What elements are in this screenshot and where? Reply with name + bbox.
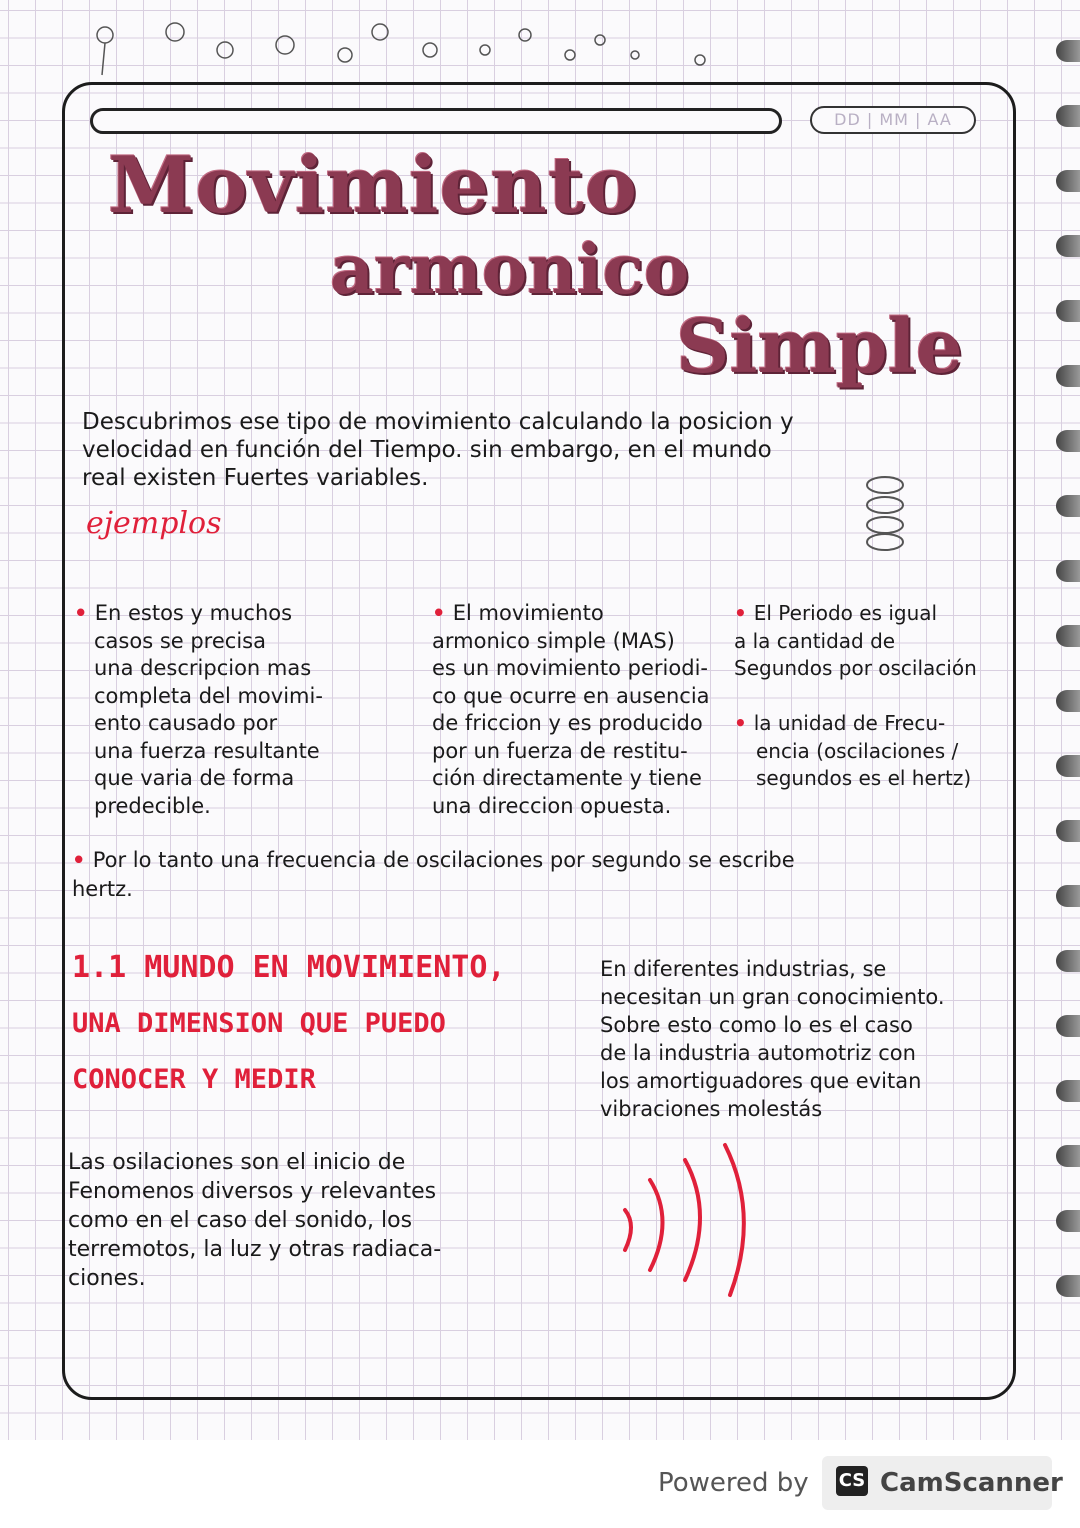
text-line: • El Periodo es igual <box>734 601 938 625</box>
text-line: Fenomenos diversos y relevantes <box>68 1179 437 1204</box>
text-line: Descubrimos ese tipo de movimiento calculando la posicion y <box>82 409 794 435</box>
text-line: velocidad en función del Tiempo. sin embargo, en el mundo <box>82 437 772 463</box>
bullet-icon: • <box>432 601 453 625</box>
text-line: predecible. <box>94 793 211 818</box>
text-line: casos se precisa <box>94 628 266 653</box>
text-line: completa del movimi- <box>94 683 323 708</box>
text-line: una descripcion mas <box>94 656 312 680</box>
section-heading-line-1: 1.1 MUNDO EN MOVIMIENTO, <box>72 950 506 985</box>
section-heading-line-3: CONOCER Y MEDIR <box>72 1064 316 1095</box>
text-line: • El movimiento <box>432 601 604 625</box>
example-column-2 <box>432 600 710 820</box>
bullet-icon: • <box>72 848 93 872</box>
date-field: DD | MM | AA <box>810 106 976 134</box>
text-line: de friccion y es producido <box>432 711 703 735</box>
example-column-3 <box>734 600 977 793</box>
text-line: Sobre esto como lo es el caso <box>600 1013 913 1037</box>
text-line: es un movimiento periodi- <box>432 656 708 680</box>
text-line: • Por lo tanto una frecuencia de oscilaciones por segundo se escribe <box>72 848 795 872</box>
industries-paragraph <box>600 955 945 1123</box>
title-line-1: Movimiento <box>108 140 638 231</box>
text-line: co que ocurre en ausencia <box>432 683 710 708</box>
text-line: por un fuerza de restitu- <box>432 738 688 763</box>
flower-doodles-icon <box>80 10 720 80</box>
text-line: necesitan un gran conocimiento. <box>600 985 945 1009</box>
text-line: que varia de forma <box>94 766 295 790</box>
wave-brackets-icon <box>615 1140 775 1300</box>
text-line: vibraciones molestás <box>600 1097 823 1121</box>
text-line: • la unidad de Frecu- <box>734 711 946 735</box>
text-line: encia (oscilaciones / <box>756 738 959 763</box>
camscanner-logo-icon: CS <box>836 1466 868 1496</box>
text-line: ento causado por <box>94 711 278 735</box>
text-line: segundos es el hertz) <box>756 766 972 790</box>
bullet-icon: • <box>734 711 754 735</box>
text-line: como en el caso del sonido, los <box>68 1208 413 1233</box>
examples-heading: ejemplos <box>86 506 222 541</box>
text-line: los amortiguadores que evitan <box>600 1069 922 1093</box>
section-heading-line-2: UNA DIMENSION QUE PUEDO <box>72 1008 446 1039</box>
camscanner-name: CamScanner <box>880 1468 1063 1498</box>
text-line: terremotos, la luz y otras radiaca- <box>68 1237 442 1262</box>
spiral-binding <box>1050 30 1080 1390</box>
text-line: una direccion opuesta. <box>432 793 672 818</box>
spring-doodle-icon <box>860 470 910 560</box>
text-line: En diferentes industrias, se <box>600 957 887 981</box>
text-line <box>734 683 977 711</box>
title-line-3: Simple <box>676 304 963 390</box>
title-field <box>90 108 782 134</box>
text-line: armonico simple (MAS) <box>432 628 675 653</box>
title-line-2: armonico <box>330 230 690 310</box>
text-line: Las osilaciones son el inicio de <box>68 1150 406 1175</box>
bullet-icon: • <box>74 601 95 625</box>
oscillations-paragraph <box>68 1148 441 1293</box>
conclusion-paragraph <box>72 846 795 904</box>
text-line: a la cantidad de <box>734 628 896 653</box>
text-line: ciones. <box>68 1266 146 1291</box>
bullet-icon: • <box>734 601 754 625</box>
text-line: una fuerza resultante <box>94 738 320 763</box>
text-line: de la industria automotriz con <box>600 1041 916 1065</box>
text-line: real existen Fuertes variables. <box>82 465 429 491</box>
powered-by-label: Powered by <box>658 1468 809 1498</box>
text-line: hertz. <box>72 877 133 901</box>
text-line: ción directamente y tiene <box>432 766 702 790</box>
intro-paragraph <box>82 408 794 492</box>
text-line: Segundos por oscilación <box>734 656 977 680</box>
example-column-1 <box>74 600 323 820</box>
text-line: • En estos y muchos <box>74 601 293 625</box>
